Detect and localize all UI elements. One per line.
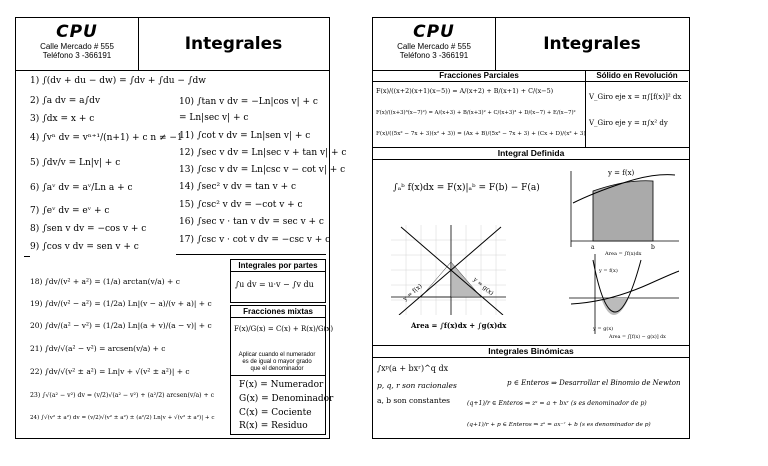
formula-22: 22) ∫dv/√(v² ± a²) = Ln|v + √(v² ± a²)| + c — [30, 367, 190, 376]
parciales-row-1: F(x)/((x+2)(x+1)(x−5)) = A/(x+2) + B/(x+1) + C/(x−5) — [376, 87, 554, 95]
left-header — [16, 18, 329, 71]
formula-3: 3) ∫dx = x + c — [30, 114, 95, 124]
graph2-gx-label: y = g(x) — [471, 276, 495, 298]
solido-row-x: V_Giro eje x = π∫[f(x)]² dx — [589, 93, 682, 101]
definida-formula: ∫ₐᵇ f(x)dx = F(x)|ₐᵇ = F(b) − F(a) — [393, 183, 540, 193]
right-title: Integrales — [543, 34, 641, 54]
formula-10: 10) ∫tan v dv = −Ln|cos v| + c — [179, 97, 318, 107]
formula-16: 16) ∫sec v · tan v dv = sec v + c — [179, 217, 324, 227]
parciales-box — [373, 70, 586, 148]
binomicas-case-3: (q+1)/r + p ∈ Enteros ⇒ zˢ = ax⁻ʳ + b (s es denominador de p) — [467, 422, 651, 428]
mixtas-formula: F(x)/G(x) = C(x) + R(x)/G(x) — [234, 325, 334, 333]
solido-row-y: V_Giro eje y = π∫x² dy — [589, 119, 668, 127]
parabola-area-formula: Area = ∫[f(x) − g(x)] dx — [609, 335, 666, 340]
binomicas-vars-1: p, q, r son racionales — [377, 381, 457, 390]
phone-text: Teléfono 3 -366191 — [42, 51, 112, 60]
two-lines-graph — [391, 225, 506, 315]
right-header — [373, 18, 689, 71]
right-sheet — [372, 17, 690, 439]
area-graph — [563, 161, 683, 251]
graph1-area-formula: Area = ∫f(x)dx — [605, 251, 642, 257]
formula-5: 5) ∫dv/v = Ln|v| + c — [30, 158, 121, 168]
right-logo — [373, 18, 496, 70]
formula-17: 17) ∫csc v · cot v dv = −csc v + c — [179, 235, 331, 245]
divider-line — [231, 375, 325, 376]
solido-title: Sólido en Revolución — [586, 70, 688, 82]
formula-20: 20) ∫dv/(a² − v²) = (1/2a) Ln|(a + v)/(a − v)| + c — [30, 321, 212, 330]
binomicas-title: Integrales Binómicas — [373, 345, 689, 358]
binomicas-case-1: p ∈ Enteros ⇒ Desarrollar el Binomio de Newton — [507, 379, 681, 387]
binomicas-vars-2: a, b son constantes — [377, 396, 451, 405]
two-lines-area-formula: Area = ∫f(x)dx + ∫g(x)dx — [411, 321, 507, 330]
graph2-fx-label: y = f(x) — [401, 282, 424, 303]
brand-logo: CPU — [56, 22, 98, 42]
mixtas-def-r: R(x) = Residuo — [239, 421, 308, 431]
graph3-gx-label: y = g(x) — [593, 326, 614, 332]
parciales-row-2: F(x)/((x+3)³(x−7)²) = A/(x+3) + B/(x+3)² + C/(x+3)³ + D/(x−7) + E/(x−7)² — [376, 110, 576, 116]
formula-7: 7) ∫eᵛ dv = eᵛ + c — [30, 206, 110, 216]
graph1-a-label: a — [591, 244, 595, 251]
phone-text: Teléfono 3 -366191 — [399, 51, 469, 60]
formula-10b: = Ln|sec v| + c — [179, 113, 249, 123]
formula-19: 19) ∫dv/(v² − a²) = (1/2a) Ln|(v − a)/(v + a)| + c — [30, 299, 212, 308]
divider-line — [176, 254, 326, 255]
formula-9: 9) ∫cos v dv = sen v + c — [30, 242, 139, 252]
parciales-row-3: F(x)/((5x² − 7x + 3)(x² + 3)) = (Ax + B)/(5x² − 7x + 3) + (Cx + D)/(x² + 3) — [376, 131, 586, 137]
graph1-fx-label: y = f(x) — [608, 169, 635, 177]
partes-formula: ∫u dv = u·v − ∫v du — [235, 280, 314, 289]
partes-title: Integrales por partes — [231, 260, 325, 272]
graph3-fx-label: y = f(x) — [599, 268, 618, 274]
mixtas-def-g: G(x) = Denominador — [239, 394, 334, 404]
parciales-title: Fracciones Parciales — [373, 70, 585, 82]
mixtas-note: Aplicar cuando el numerador es de igual o mayor grado que el denominador — [238, 352, 316, 372]
mixtas-box — [230, 305, 334, 435]
formula-13: 13) ∫csc v dv = Ln|csc v − cot v| + c — [179, 165, 346, 175]
left-sheet — [15, 17, 347, 439]
formula-23: 23) ∫√(a² − v²) dv = (v/2)√(a² − v²) + (a²/2) arcsen(v/a) + c — [30, 392, 215, 399]
formula-11: 11) ∫cot v dv = Ln|sen v| + c — [179, 131, 311, 141]
partes-box — [230, 259, 326, 303]
formula-2: 2) ∫a dv = a∫dv — [30, 96, 101, 106]
solido-box — [585, 70, 688, 148]
formula-1: 1) ∫(dv + du − dw) = ∫dv + ∫du − ∫dw — [30, 76, 206, 86]
binomicas-integral: ∫xᵖ(a + bxʳ)^q dx — [377, 364, 449, 373]
binomicas-case-2: (q+1)/r ∈ Enteros ⇒ zˢ = a + bxʳ (s es denominador de p) — [467, 400, 647, 407]
definida-title: Integral Definida — [373, 147, 689, 160]
parabola-graph — [569, 254, 679, 334]
formula-14: 14) ∫sec² v dv = tan v + c — [179, 182, 297, 192]
formula-4: 4) ∫vⁿ dv = vⁿ⁺¹/(n+1) + c n ≠ −1 — [30, 133, 183, 143]
mixtas-title: Fracciones mixtas — [231, 306, 325, 318]
divider-line — [24, 256, 30, 257]
mixtas-def-c: C(x) = Cociente — [239, 408, 312, 418]
formula-8: 8) ∫sen v dv = −cos v + c — [30, 224, 147, 234]
formula-18: 18) ∫dv/(v² + a²) = (1/a) arctan(v/a) + c — [30, 277, 180, 286]
brand-logo: CPU — [413, 22, 455, 42]
left-logo — [16, 18, 139, 70]
mixtas-def-f: F(x) = Numerador — [239, 380, 324, 390]
formula-6: 6) ∫aᵛ dv = aᵛ/Ln a + c — [30, 183, 133, 193]
formula-15: 15) ∫csc² v dv = −cot v + c — [179, 200, 303, 210]
address-text: Calle Mercado # 555 — [40, 42, 114, 51]
left-title: Integrales — [184, 34, 283, 54]
address-text: Calle Mercado # 555 — [397, 42, 471, 51]
graph1-b-label: b — [651, 244, 655, 251]
formula-21: 21) ∫dv/√(a² − v²) = arcsen(v/a) + c — [30, 344, 166, 353]
formula-24: 24) ∫√(v² ± a²) dv = (v/2)√(v² ± a²) ± (a²/2) Ln|v + √(v² ± a²)| + c — [30, 415, 215, 421]
formula-12: 12) ∫sec v dv = Ln|sec v + tan v| + c — [179, 148, 347, 158]
